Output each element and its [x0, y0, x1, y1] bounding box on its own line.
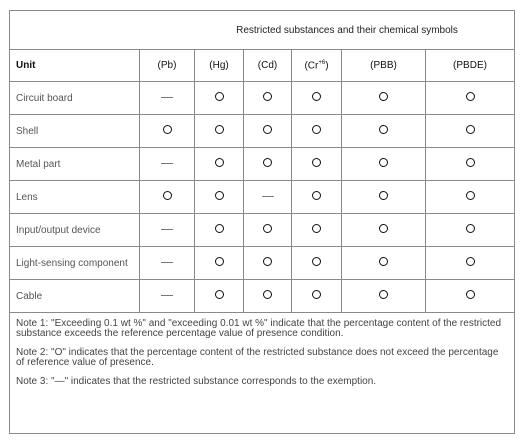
circle-icon: [379, 290, 388, 299]
column-header-cd: (Cd): [244, 50, 292, 82]
substance-cell: [342, 181, 426, 214]
circle-icon: [263, 257, 272, 266]
circle-icon: [163, 191, 172, 200]
dash-icon: [161, 262, 173, 263]
substance-cell: [195, 82, 244, 115]
table-row: [10, 181, 515, 214]
circle-icon: [215, 257, 224, 266]
substance-cell: [244, 247, 292, 280]
circle-icon: [466, 191, 475, 200]
column-header-pbb: (PBB): [342, 50, 426, 82]
circle-icon: [215, 224, 224, 233]
header-row: [10, 50, 515, 82]
table-row: [10, 247, 515, 280]
unit-name: Shell: [10, 115, 140, 148]
dash-icon: [161, 295, 173, 296]
circle-icon: [312, 125, 321, 134]
restricted-substances-table: [9, 10, 515, 434]
substance-cell: [140, 247, 195, 280]
substance-cell: [140, 148, 195, 181]
title-row: [10, 11, 515, 50]
substance-cell: [244, 82, 292, 115]
circle-icon: [466, 158, 475, 167]
note-3: Note 3: "—" indicates that the restricted substance corresponds to the exemption.: [16, 376, 377, 387]
substance-cell: [342, 115, 426, 148]
note-2: Note 2: "O" indicates that the percentage content of the restricted substance does not exceed the percentage of reference value of presence.: [16, 347, 499, 368]
unit-name: Circuit board: [10, 82, 140, 115]
unit-name: Light-sensing component: [10, 247, 140, 280]
table-row: [10, 214, 515, 247]
circle-icon: [379, 92, 388, 101]
substance-cell: [195, 214, 244, 247]
substance-cell: [342, 148, 426, 181]
substance-cell: [244, 181, 292, 214]
substance-cell: [244, 148, 292, 181]
column-header-cr6: $(Cr^{+6})$: [292, 50, 342, 82]
substance-cell: [195, 148, 244, 181]
circle-icon: [215, 158, 224, 167]
substance-cell: [195, 247, 244, 280]
substance-cell: [292, 148, 342, 181]
substance-cell: [342, 280, 426, 313]
substance-cell: [140, 214, 195, 247]
circle-icon: [379, 158, 388, 167]
substance-cell: [140, 280, 195, 313]
circle-icon: [379, 257, 388, 266]
circle-icon: [263, 158, 272, 167]
substance-cell: [426, 280, 515, 313]
dash-icon: [262, 196, 274, 197]
column-header-pb: (Pb): [140, 50, 195, 82]
substance-cell: [426, 115, 515, 148]
circle-icon: [466, 257, 475, 266]
table-title: Restricted substances and their chemical symbols: [10, 11, 515, 50]
unit-name: Metal part: [10, 148, 140, 181]
circle-icon: [379, 125, 388, 134]
substance-cell: [195, 280, 244, 313]
unit-name: Cable: [10, 280, 140, 313]
dash-icon: [161, 97, 173, 98]
circle-icon: [263, 92, 272, 101]
substance-cell: [426, 148, 515, 181]
table-row: [10, 148, 515, 181]
substance-cell: [140, 181, 195, 214]
circle-icon: [312, 191, 321, 200]
substance-cell: [292, 214, 342, 247]
substance-cell: [195, 115, 244, 148]
column-header-hg: (Hg): [195, 50, 244, 82]
substance-cell: [342, 214, 426, 247]
substance-cell: [292, 115, 342, 148]
note-1: Note 1: "Exceeding 0.1 wt %" and "exceeding 0.01 wt %" indicate that the percentage content of the restricted substance exceeds the reference percentage value of presence condition.: [16, 318, 502, 339]
circle-icon: [215, 290, 224, 299]
circle-icon: [379, 224, 388, 233]
circle-icon: [312, 92, 321, 101]
circle-icon: [312, 257, 321, 266]
notes-row: [10, 313, 515, 434]
circle-icon: [215, 92, 224, 101]
circle-icon: [312, 290, 321, 299]
substance-cell: [244, 214, 292, 247]
unit-name: Input/output device: [10, 214, 140, 247]
substance-cell: [426, 247, 515, 280]
circle-icon: [466, 92, 475, 101]
circle-icon: [215, 125, 224, 134]
substance-cell: [342, 247, 426, 280]
substance-cell: [292, 247, 342, 280]
circle-icon: [163, 125, 172, 134]
circle-icon: [466, 125, 475, 134]
circle-icon: [466, 224, 475, 233]
unit-header: Unit: [10, 50, 140, 82]
substance-cell: [292, 82, 342, 115]
circle-icon: [312, 158, 321, 167]
circle-icon: [466, 290, 475, 299]
circle-icon: [263, 125, 272, 134]
circle-icon: [263, 224, 272, 233]
substance-cell: [140, 82, 195, 115]
substance-cell: [140, 115, 195, 148]
substance-cell: [426, 214, 515, 247]
circle-icon: [215, 191, 224, 200]
substance-cell: [195, 181, 244, 214]
unit-name: Lens: [10, 181, 140, 214]
substance-cell: [426, 181, 515, 214]
circle-icon: [379, 191, 388, 200]
table-row: [10, 82, 515, 115]
substance-cell: [342, 82, 426, 115]
substance-cell: [244, 115, 292, 148]
table-row: [10, 280, 515, 313]
dash-icon: [161, 163, 173, 164]
substance-cell: [244, 280, 292, 313]
substance-cell: [292, 280, 342, 313]
table-row: [10, 115, 515, 148]
dash-icon: [161, 229, 173, 230]
substance-cell: [292, 181, 342, 214]
notes-cell: [10, 313, 515, 434]
table-body: [10, 82, 515, 313]
circle-icon: [312, 224, 321, 233]
circle-icon: [263, 290, 272, 299]
substance-cell: [426, 82, 515, 115]
column-header-pbde: (PBDE): [426, 50, 515, 82]
